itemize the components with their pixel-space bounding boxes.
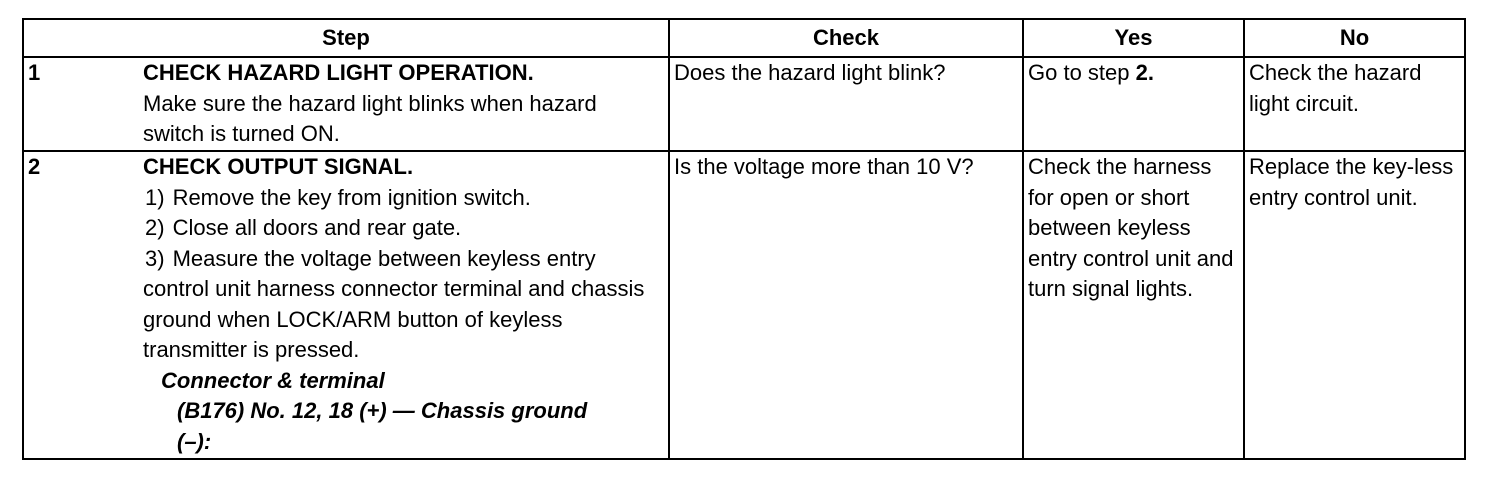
check-cell: Is the voltage more than 10 V? [669,151,1023,459]
header-row [23,19,1465,57]
no-cell: Check the hazard light circuit. [1244,57,1465,151]
substep [143,244,660,366]
table-row [23,151,1465,459]
header-yes: Yes [1023,19,1244,57]
header-step: Step [23,19,669,57]
header-no: No [1244,19,1465,57]
step-number: 2 [23,151,143,459]
check-cell: Does the hazard light blink? [669,57,1023,151]
no-cell: Replace the key-less entry control unit. [1244,151,1465,459]
connector-value: (B176) No. 12, 18 (+) — Chassis ground [177,398,588,423]
yes-text: Go to step [1028,60,1136,85]
yes-cell [1023,57,1244,151]
step-title: CHECK HAZARD LIGHT OPERATION. [143,60,534,85]
substep-number: 2) [145,215,165,240]
yes-cell: Check the harness for open or short between keyless entry control unit and turn signal lights. [1023,151,1244,459]
step-cell [143,151,669,459]
step-number: 1 [23,57,143,151]
substep-text: Measure the voltage between keyless entry control unit harness connector terminal and chassis ground when LOCK/ARM button of keyless transmitter is pressed. [143,245,645,362]
substep-number: 3) [145,245,165,271]
yes-step-ref: 2. [1135,60,1154,85]
substep [143,213,660,244]
substep-text: Close all doors and rear gate. [172,215,462,240]
step-cell [143,57,669,151]
connector-heading: Connector & terminal [161,367,385,393]
substep [143,183,660,214]
header-check: Check [669,19,1023,57]
table-row [23,57,1465,151]
step-description: Make sure the hazard light blinks when hazard switch is turned ON. [143,90,597,146]
substep-text: Remove the key from ignition switch. [172,184,531,210]
connector-value-cont: (–): [177,428,212,454]
step-title: CHECK OUTPUT SIGNAL. [143,154,414,179]
diagnostic-table [22,18,1466,460]
substep-number: 1) [145,184,165,210]
